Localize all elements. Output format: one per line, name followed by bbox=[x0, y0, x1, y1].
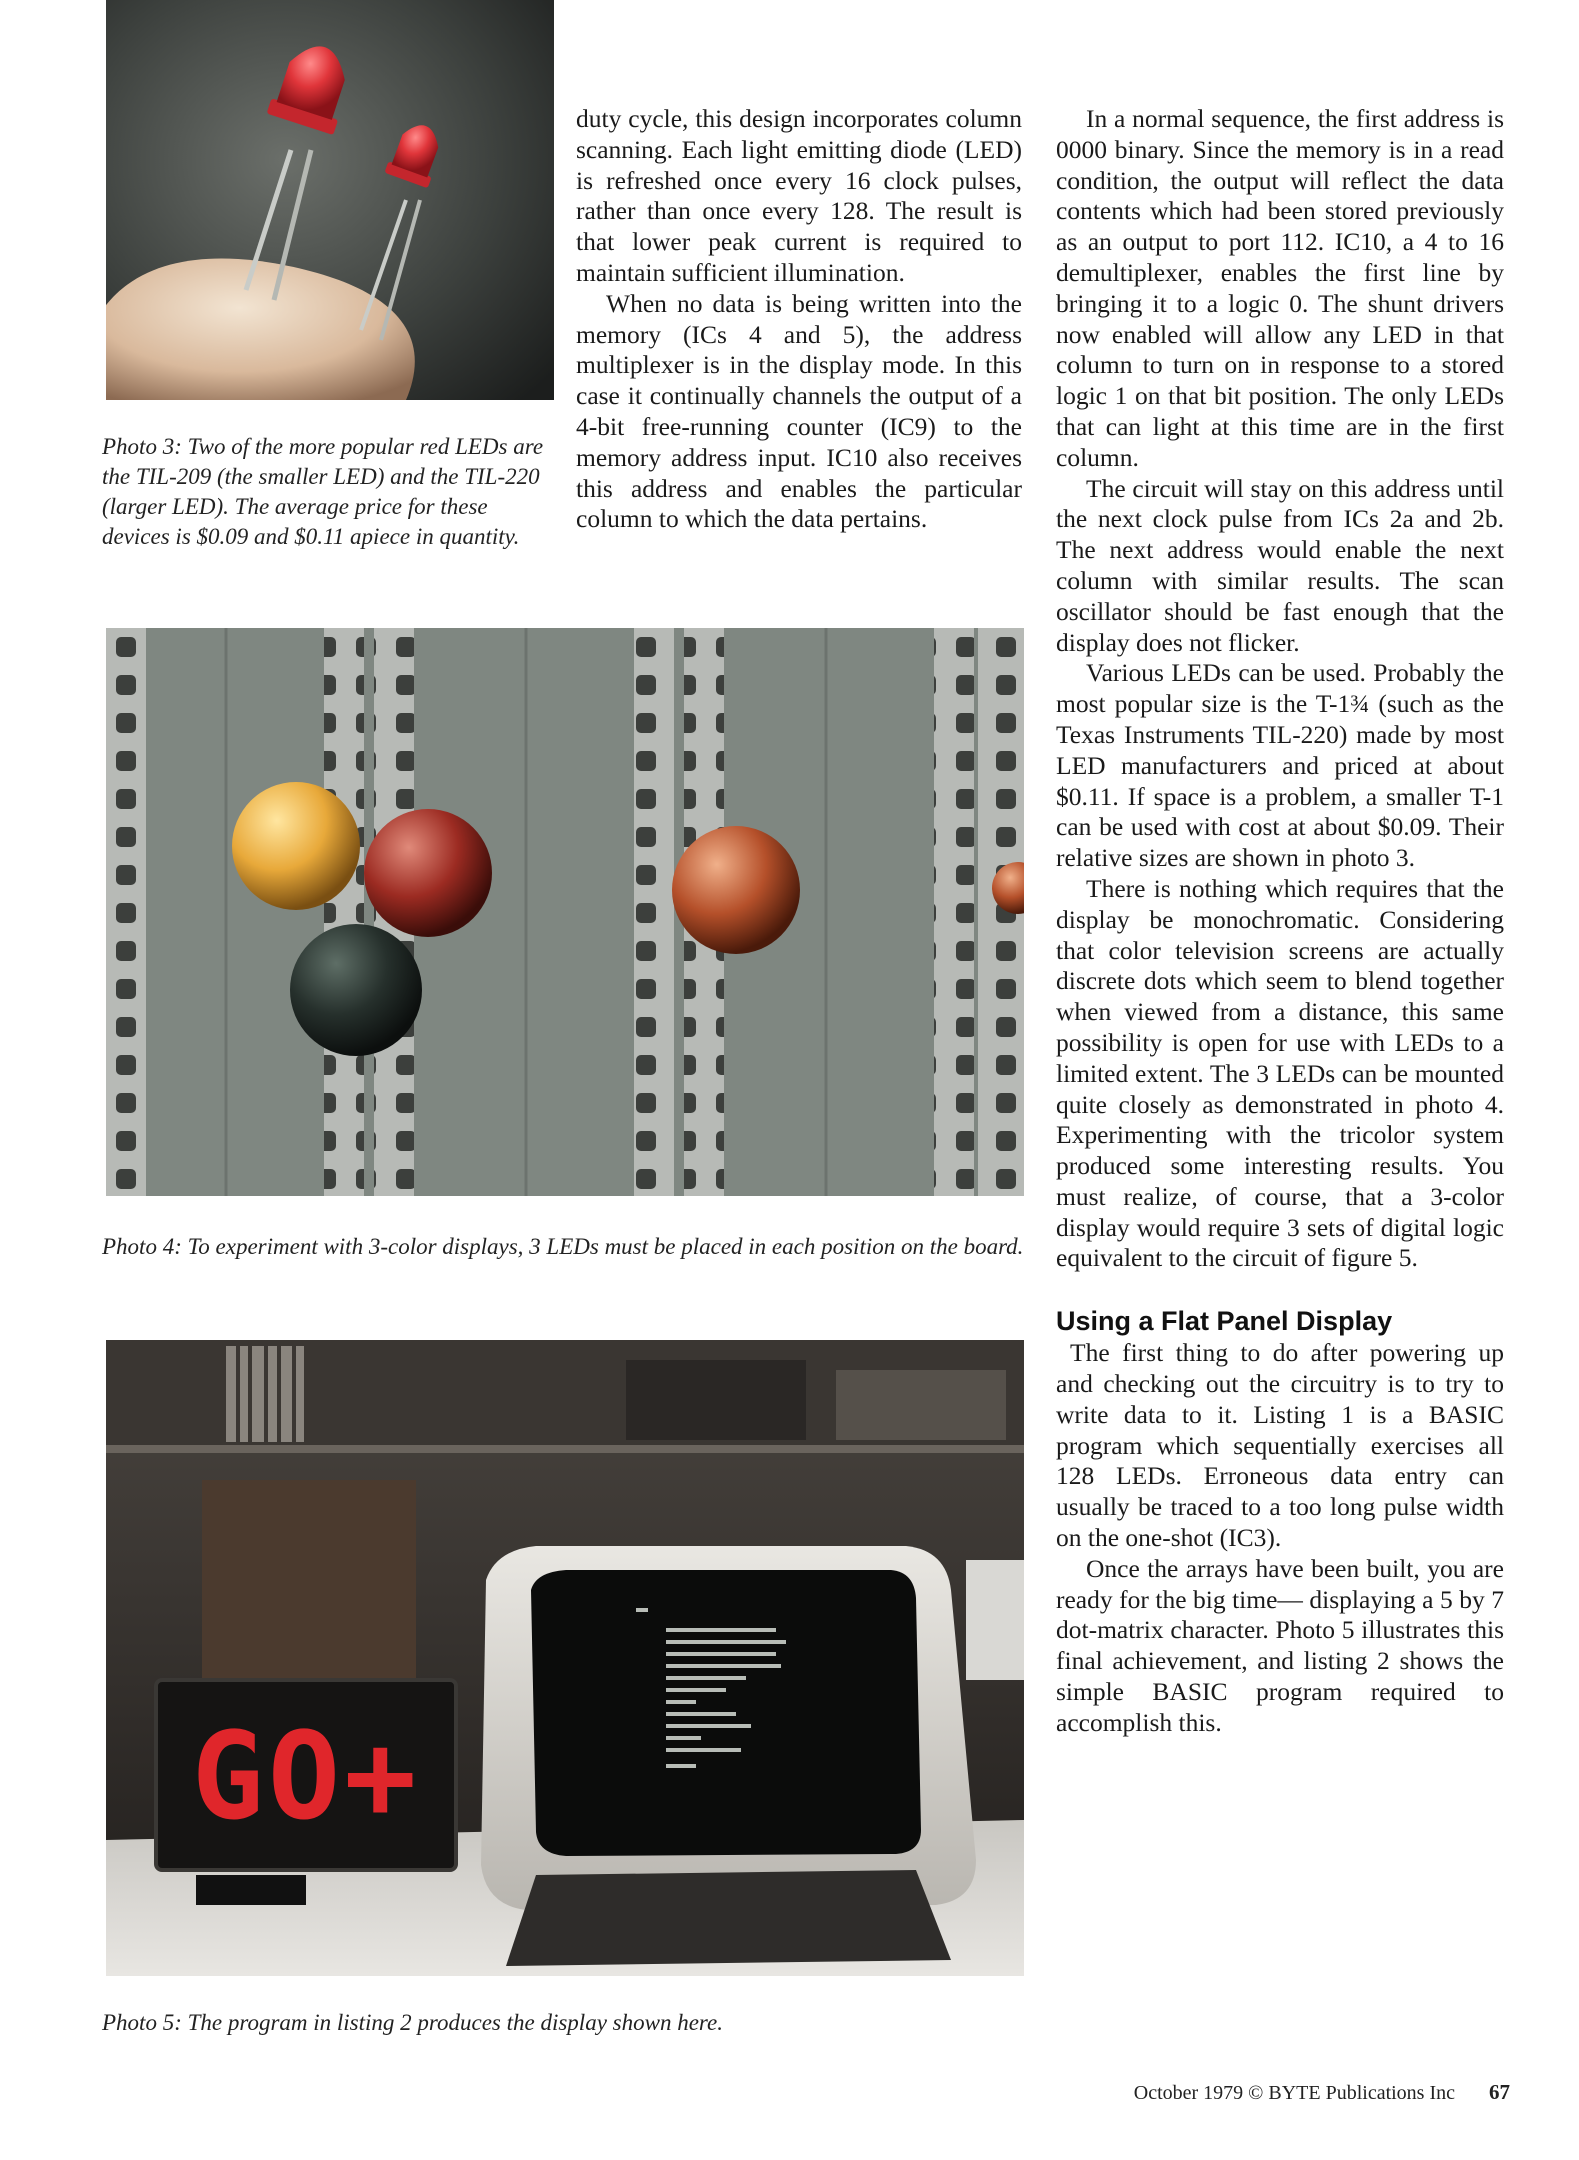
photo-3-two-red-leds bbox=[106, 0, 554, 400]
section-heading-flat-panel-display: Using a Flat Panel Display bbox=[1056, 1306, 1393, 1337]
paragraph-various-leds: Various LEDs can be used. Probably the most popular size is the T-1¾ (such as the Texas Instruments TIL-220) made by most LED manufacturers and priced at about $0.11. If space is a problem, a smaller T-1 can be used with cost at about $0.09. Their relative sizes are shown in photo 3. bbox=[1056, 658, 1504, 873]
photo-4-image bbox=[106, 628, 1024, 1196]
paragraph-first-thing: The first thing to do after powering up and checking out the circuitry is to try to write data to it. Listing 1 is a BASIC program which sequentially exercises all 128 LEDs. Erroneous data entry can usually be traced to a too long pulse width on the one-shot (IC3). bbox=[1056, 1338, 1504, 1553]
paragraph-monochromatic: There is nothing which requires that the display be monochromatic. Considering that color television screens are actually discrete dots which seem to blend together when viewed from a distance, this same possibility is open for use with LEDs to a limited extent. The 3 LEDs can be mounted quite closely as demonstrated in photo 4. Experimenting with the tricolor system produced some interesting results. You must realize, of course, that a 3-color display would require 3 sets of digital logic equivalent to the circuit of figure 5. bbox=[1056, 873, 1504, 1273]
photo-5-image bbox=[106, 1340, 1024, 1976]
paragraph-next-clock-pulse: The circuit will stay on this address until the next clock pulse from ICs 2a and 2b. The next address would enable the next column with similar results. The scan oscillator should be fast enough that the display does not flicker. bbox=[1056, 473, 1504, 657]
photo-5-led-panel-text: GO+ bbox=[191, 1708, 421, 1847]
paragraph-normal-sequence: In a normal sequence, the first address is 0000 binary. Since the memory is in a read condition, the output will reflect the data contents which had been stored previously as an output to port 112. IC10, a 4 to 16 demultiplexer, enables the first line by bringing it to a logic 0. The shunt drivers now enabled will allow any LED in that column to turn on in response to a stored logic 1 on that bit position. The only LEDs that can light at this time are in the first column. bbox=[1056, 104, 1504, 472]
photo-5-computer-terminal-with-led-display bbox=[106, 1340, 1024, 1976]
paragraph-column-scanning: duty cycle, this design incorporates column scanning. Each light emitting diode (LED) is refreshed once every 16 clock pulses, rather than once every 128. The result is that lower peak current is required to maintain sufficient illumination. bbox=[576, 104, 1022, 287]
photo-3-image bbox=[106, 0, 554, 400]
photo-3-caption: Photo 3: Two of the more popular red LEDs are the TIL-209 (the smaller LED) and the TIL-220 (larger LED). The average price for these devices is $0.09 and $0.11 apiece in quantity. bbox=[102, 434, 544, 549]
photo-4-caption: Photo 4: To experiment with 3-color displays, 3 LEDs must be placed in each position on the board. bbox=[102, 1234, 1024, 1259]
page-footer bbox=[1110, 2080, 1510, 2105]
page-number: 67 bbox=[1489, 2080, 1510, 2104]
footer-credit: October 1979 © BYTE Publications Inc bbox=[1133, 2082, 1455, 2104]
body-column-right bbox=[1056, 104, 1504, 1739]
body-column-middle bbox=[576, 104, 1022, 535]
photo-4-three-color-leds-on-board bbox=[106, 628, 1024, 1196]
paragraph-arrays-built: Once the arrays have been built, you are ready for the big time— displaying a 5 by 7 dot-matrix character. Photo 5 illustrates this final achievement, and listing 2 shows the simple BASIC program required to accomplish this. bbox=[1056, 1553, 1504, 1737]
paragraph-address-multiplexer: When no data is being written into the memory (ICs 4 and 5), the address multiplexer is in the display mode. In this case it continually channels the output of a 4-bit free-running counter (IC9) to the memory address input. IC10 also receives this address and enables the particular column to which the data pertains. bbox=[576, 288, 1022, 534]
photo-5-caption: Photo 5: The program in listing 2 produces the display shown here. bbox=[102, 2010, 723, 2035]
